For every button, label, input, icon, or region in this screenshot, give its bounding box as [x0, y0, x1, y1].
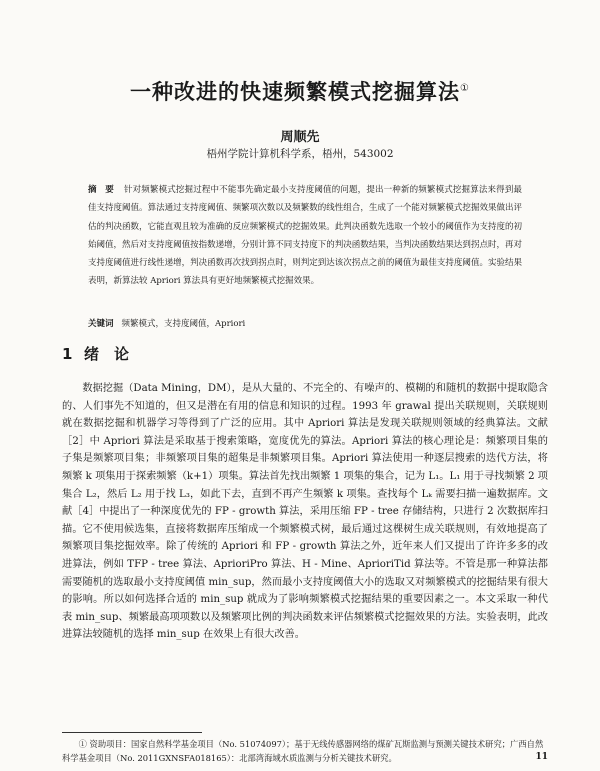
paper-title-text: 一种改进的快速频繁模式挖掘算法	[130, 80, 461, 104]
section-title: 绪 论	[84, 345, 130, 363]
title-footnote-marker: ①	[460, 83, 470, 94]
page-number: 11	[535, 752, 548, 762]
footnote: ① 资助项目：国家自然科学基金项目（No. 51074097）；基于无线传感器网络的煤矿瓦斯监测与预测关键技术研究；广西自然科学基金项目（No. 2011GXNSFA018165）：北部湾海域水质监测与分析关键技术研究。	[62, 739, 544, 763]
paper-title	[0, 76, 600, 106]
body-text	[62, 380, 548, 644]
author-name: 周顺先	[280, 130, 320, 145]
keywords	[88, 317, 522, 331]
section-number: 1	[62, 345, 73, 363]
keywords-label: 关键词	[88, 319, 114, 329]
abstract-label: 摘 要	[88, 185, 114, 195]
abstract-text: 针对频繁模式挖掘过程中不能事先确定最小支持度阈值的问题，提出一种新的频繁模式挖掘算法来得到最佳支持度阈值。算法通过支持度阈值、频繁项次数以及频繁数的线性组合，生成了一个能对频繁模式挖掘效果做出评估的判决函数，它能直观且较为准确的反应频繁模式的挖掘效果。此判决函数先选取一个较小的阈值作为支持度的初始阈值，然后对支持度阈值按指数递增，分别计算不同支持度下的判决函数结果，当判决函数结果达到拐点时，再对支持度阈值进行线性递增，判决函数再次找到拐点时，则判定到达该次拐点之前的阈值为最佳支持度阈值。实验结果表明，新算法较 Apriori 算法具有更好地频繁模式挖掘效果。	[88, 185, 522, 287]
keywords-text: 频繁模式，支持度阈值，Apriori	[121, 319, 246, 329]
author-affiliation: 梧州学院计算机科学系，梧州，543002	[206, 148, 394, 160]
section-heading	[62, 343, 129, 364]
abstract	[88, 181, 522, 291]
body-paragraph: 数据挖掘（Data Mining，DM），是从大量的、不完全的、有噪声的、模糊的和随机的数据中提取隐含的、人们事先不知道的，但又是潜在有用的信息和知识的过程。1993 年 grawal 提出关联规则，关联规则就在数据挖掘和机器学习等得到了广泛的应用。其中 Apriori 算法是发现关联规则领域的经典算法。文献［2］中 Apriori 算法是采取基于搜索策略，宽度优先的算法。Apriori 算法的核心理论是：频繁项目集的子集是频繁项目集；非频繁项目集的超集是非频繁项目集。Apriori 算法使用一种逐层搜索的迭代方法，将频繁 k 项集用于探索频繁（k+1）项集。算法首先找出频繁 1 项集的集合，记为 L₁。L₁ 用于寻找频繁 2 项集合 L₂，然后 L₂ 用于找 L₃，如此下去，直到不再产生频繁 k 项集。查找每个 Lₖ 需要扫描一遍数据库。文献［4］中提出了一种深度优先的 FP - growth 算法，采用压缩 FP - tree 存储结构，只进行 2 次数据库扫描。它不使用候选集，直接将数据库压缩成一个频繁模式树，最后通过这棵树生成关联规则，有效地提高了频繁项目集挖掘效率。除了传统的 Apriori 和 FP - growth 算法之外，近年来人们又提出了许许多多的改进算法，例如 TFP - tree 算法、AprioriPro 算法、H - Mine、AprioriTid 算法等。不管是那一种算法都需要随机的选取最小支持度阈值 min_sup，然而最小支持度阈值大小的选取又对频繁模式的挖掘结果有很大的影响。所以如何选择合适的 min_sup 就成为了影响频繁模式挖掘结果的重要因素之一。本文采取一种代表 min_sup、频繁最高项项数以及频繁项比例的判决函数来评估频繁模式挖掘效果的方法。实验表明，此改进算法较随机的选择 min_sup 在效果上有很大改善。	[62, 383, 548, 641]
footnote-divider	[62, 732, 202, 733]
